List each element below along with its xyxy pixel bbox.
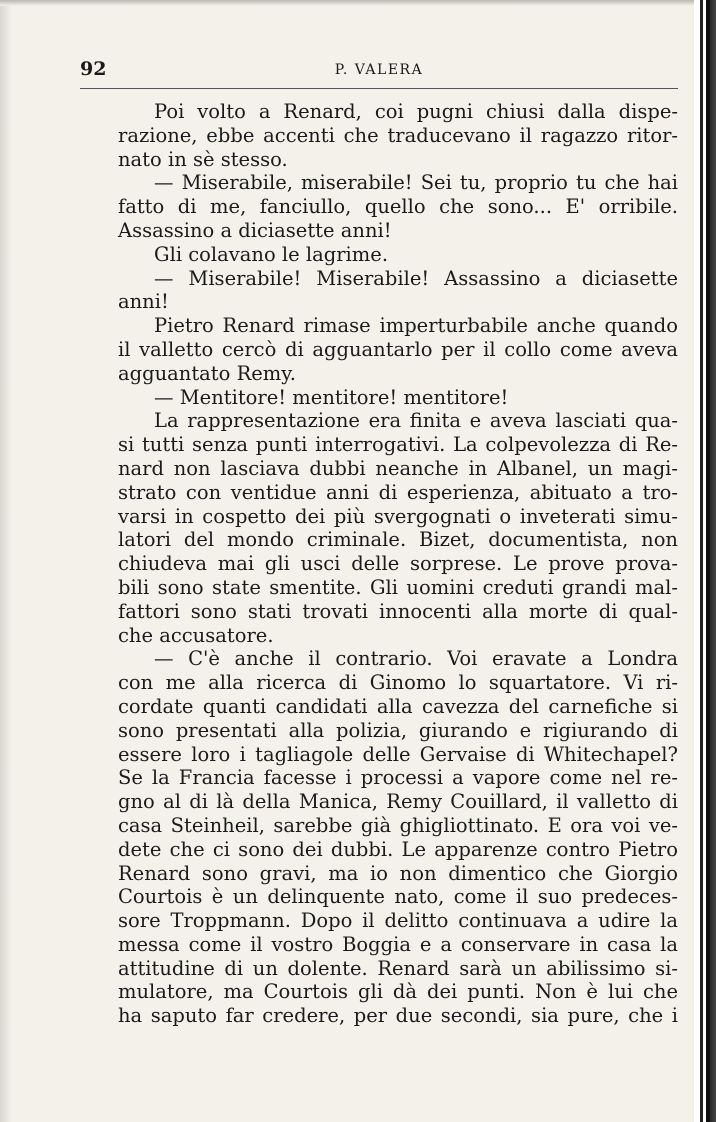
page-header	[80, 58, 678, 86]
header-rule	[80, 88, 678, 89]
page-number: 92	[80, 58, 107, 80]
text-line: attitudine di un dolente. Renard sarà un abilissimo si-	[118, 956, 678, 980]
text-line: si tutti senza punti interrogativi. La colpevolezza di Re-	[118, 433, 678, 457]
running-head: P. VALERA	[334, 62, 424, 78]
text-line: Assassino a diciasette anni!	[118, 218, 392, 242]
text-line: chiudeva mai gli usci delle sorprese. Le prove prova-	[118, 552, 678, 576]
scan-right-border	[694, 0, 716, 1122]
text-line: — Miserabile! Miserabile! Assassino a diciasette	[154, 266, 678, 290]
text-line: varsi in cospetto dei più svergognati o inveterati simu-	[118, 504, 678, 528]
text-line: fattori sono stati trovati innocenti alla morte di qual-	[118, 599, 678, 623]
text-line: che accusatore.	[118, 623, 274, 647]
text-line: nato in sè stesso.	[118, 147, 288, 171]
text-line: Pietro Renard rimase imperturbabile anche quando	[154, 314, 678, 338]
text-line: agguantato Remy.	[118, 361, 296, 385]
body-text	[118, 100, 678, 1028]
text-line: con me alla ricerca di Ginomo lo squartatore. Vi ri-	[118, 671, 678, 695]
text-line: Gli colavano le lagrime.	[154, 242, 389, 266]
text-line: — C'è anche il contrario. Voi eravate a Londra	[154, 647, 678, 671]
text-line: La rappresentazione era finita e aveva lasciati qua-	[154, 409, 678, 433]
page-left-shadow	[0, 0, 12, 1122]
text-line: sore Troppmann. Dopo il delitto continuava a udire la	[118, 909, 678, 933]
text-line: il valletto cercò di agguantarlo per il collo come aveva	[118, 337, 678, 361]
text-line: messa come il vostro Boggia e a conservare in casa la	[118, 932, 678, 956]
text-line: essere loro i tagliagole delle Gervaise di Whitechapel?	[118, 742, 678, 766]
text-line: anni!	[118, 290, 169, 314]
text-line: nard non lasciava dubbi neanche in Albanel, un magi-	[118, 456, 678, 480]
text-line: Poi volto a Renard, coi pugni chiusi dalla dispe-	[154, 100, 678, 123]
text-line: sono presentati alla polizia, giurando e rigiurando di	[118, 718, 678, 742]
text-line: fatto di me, fanciullo, quello che sono... E' orribile.	[118, 195, 678, 219]
text-line: latori del mondo criminale. Bizet, documentista, non	[118, 528, 678, 552]
page-top-edge	[0, 0, 716, 6]
text-line: Se la Francia facesse i processi a vapore come nel re-	[118, 766, 678, 790]
text-line: — Miserabile, miserabile! Sei tu, proprio tu che hai	[154, 171, 678, 195]
text-line: casa Steinheil, sarebbe già ghigliottinato. E ora voi ve-	[118, 813, 678, 837]
text-line: razione, ebbe accenti che traducevano il ragazzo ritor-	[118, 123, 678, 147]
text-line: cordate quanti candidati alla cavezza del carnefiche si	[118, 694, 678, 718]
text-line: — Mentitore! mentitore! mentitore!	[154, 385, 509, 409]
text-line: dete che ci sono dei dubbi. Le apparenze contro Pietro	[118, 837, 678, 861]
text-line: gno al di là della Manica, Remy Couillard, il valletto di	[118, 790, 678, 814]
text-line: Renard sono gravi, ma io non dimentico che Giorgio	[118, 861, 678, 885]
text-line: mulatore, ma Courtois gli dà dei punti. Non è lui che	[118, 980, 678, 1004]
text-line: bili sono state smentite. Gli uomini creduti grandi mal-	[118, 575, 678, 599]
text-line: strato con ventidue anni di esperienza, abituato a tro-	[118, 480, 678, 504]
text-line: ha saputo far credere, per due secondi, sia pure, che i	[118, 1004, 678, 1028]
text-line: Courtois è un delinquente nato, come il suo predeces-	[118, 885, 678, 909]
